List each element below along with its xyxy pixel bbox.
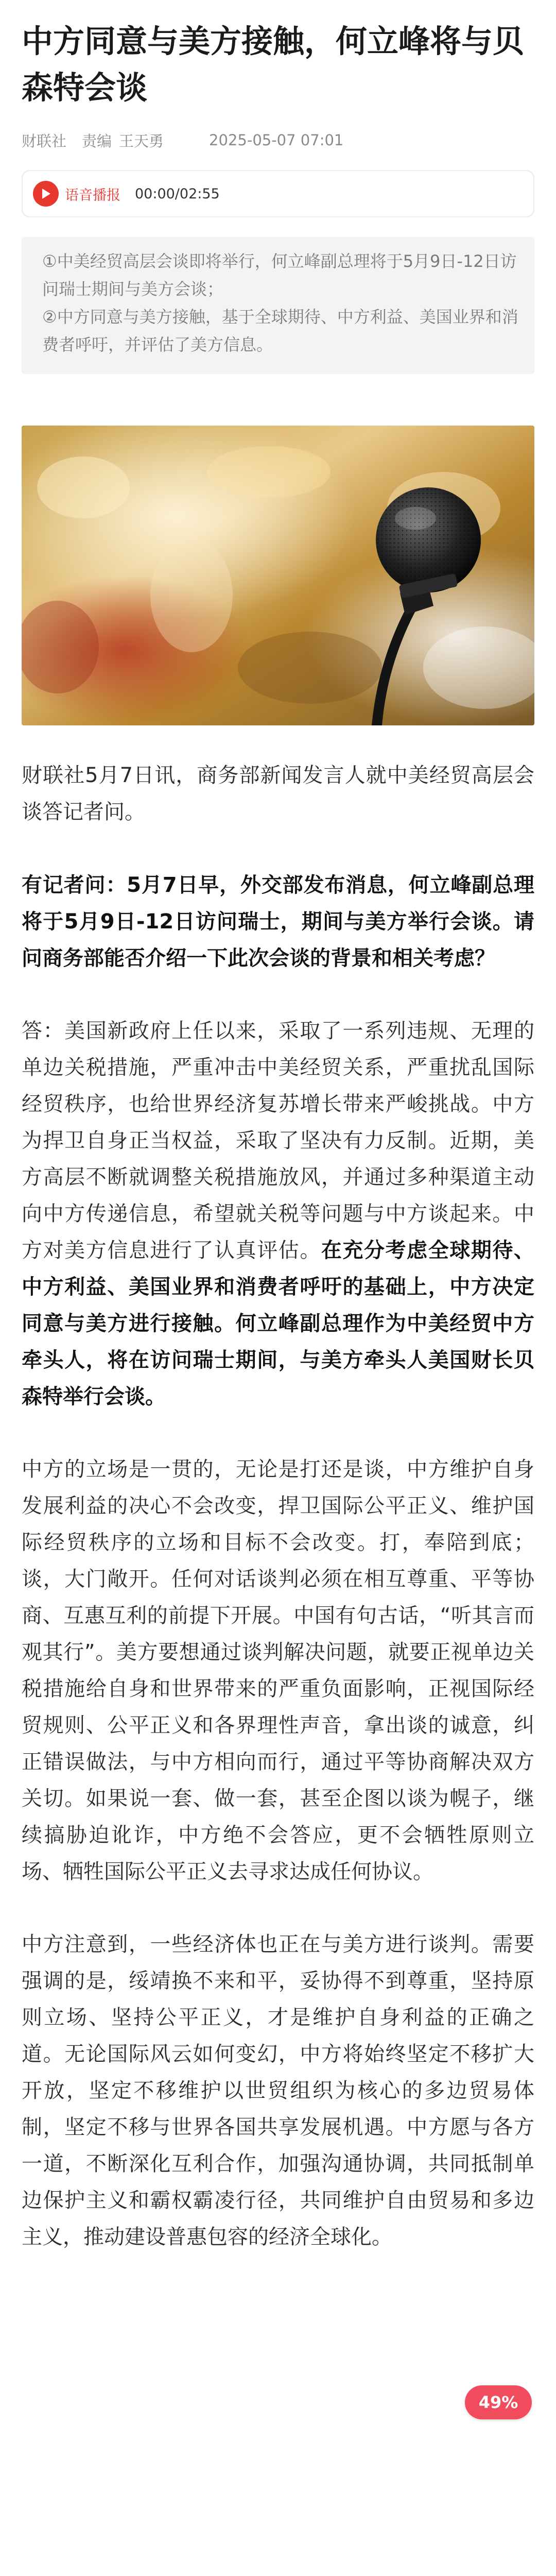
- answer-emphasis: 在充分考虑全球期待、中方利益、美国业界和消费者呼吁的基础上，中方决定同意与美方进行接触。何立峰副总理作为中美经贸中方牵头人，将在访问瑞士期间，与美方牵头人美国财长贝森特举行会谈。: [22, 1239, 535, 1409]
- article-paragraph: 财联社5月7日讯，商务部新闻发言人就中美经贸高层会谈答记者问。: [22, 764, 534, 824]
- summary-item: ②中方同意与美方接触，基于全球期待、中方利益、美国业界和消费者呼吁，并评估了美方信息。: [42, 307, 518, 354]
- audio-time: 00:00/02:55: [135, 185, 220, 202]
- question-paragraph: 有记者问：5月7日早，外交部发布消息，何立峰副总理将于5月9日-12日访问瑞士，期间与美方举行会谈。请问商务部能否介绍一下此次会谈的背景和相关考虑？: [22, 873, 534, 970]
- article-paragraph: 中方的立场是一贯的，无论是打还是谈，中方维护自身发展利益的决心不会改变，捍卫国际公平正义、维护国际经贸秩序的立场和目标不会改变。打，奉陪到底；谈，大门敞开。任何对话谈判必须在相互尊重、平等协商、互惠互利的前提下开展。中国有句古话，“听其言而观其行”。美方要想通过谈判解决问题，就要正视单边关税措施给自身和世界带来的严重负面影响，正视国际经贸规则、公平正义和各界理性声音，拿出谈的诚意，纠正错误做法，与中方相向而行，通过平等协商解决双方关切。如果说一套、做一套，甚至企图以谈为幌子，继续搞胁迫讹诈，中方绝不会答应，更不会牺牲原则立场、牺牲国际公平正义去寻求达成任何协议。: [22, 1458, 534, 1884]
- play-icon[interactable]: [33, 181, 59, 207]
- answer-paragraph: [22, 1013, 534, 1415]
- article-paragraph: 中方注意到，一些经济体也正在与美方进行谈判。需要强调的是，绥靖换不来和平，妥协得不到尊重，坚持原则立场、坚持公平正义，才是维护自身利益的正确之道。无论国际风云如何变幻，中方将始终坚定不移扩大开放，坚定不移维护以世贸组织为核心的多边贸易体制，坚定不移与世界各国共享发展机遇。中方愿与各方一道，不断深化互利合作，加强沟通协调，共同抵制单边保护主义和霸权霸凌行径，共同维护自由贸易和多边主义，推动建设普惠包容的经济全球化。: [22, 1933, 534, 2249]
- article-meta: [22, 129, 534, 151]
- publish-time: 2025-05-07 07:01: [209, 131, 344, 149]
- audio-label: 语音播报: [65, 187, 120, 204]
- microphone-photo: [22, 426, 534, 725]
- summary-box: [22, 237, 534, 374]
- source-name[interactable]: 财联社: [22, 132, 67, 150]
- reading-progress-badge[interactable]: 49%: [465, 2385, 532, 2419]
- hero-image[interactable]: [22, 426, 534, 725]
- answer-text: 答：美国新政府上任以来，采取了一系列违规、无理的单边关税措施，严重冲击中美经贸关系，严重扰乱国际经贸秩序，也给世界经济复苏增长带来严峻挑战。中方为捍卫自身正当权益，采取了坚决有力反制。近期，美方高层不断就调整关税措施放风，并通过多种渠道主动向中方传递信息，希望就关税等问题与中方谈起来。中方对美方信息进行了认真评估。: [22, 1019, 534, 1262]
- editor-name: 王天勇: [119, 132, 164, 150]
- editor-label: 责编: [82, 132, 112, 150]
- summary-item: ①中美经贸高层会谈即将举行，何立峰副总理将于5月9日-12日访问瑞士期间与美方会谈；: [42, 251, 517, 299]
- article: [22, 19, 534, 2256]
- audio-player[interactable]: [22, 170, 534, 217]
- article-title: 中方同意与美方接触，何立峰将与贝森特会谈: [22, 23, 525, 106]
